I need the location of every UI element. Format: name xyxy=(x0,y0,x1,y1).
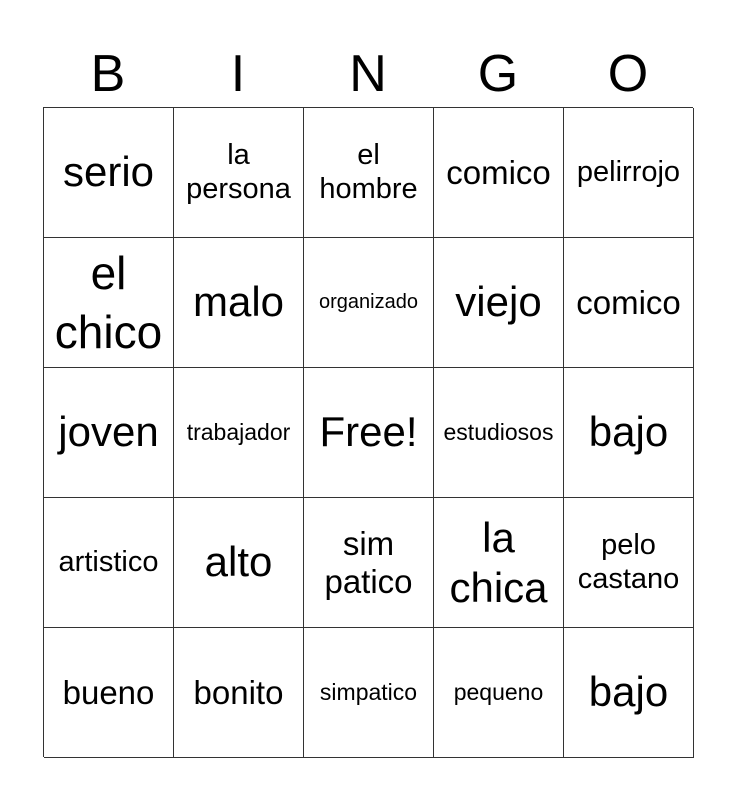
bingo-cell[interactable] xyxy=(44,628,174,758)
cell-text: simpatico xyxy=(319,679,418,706)
bingo-cell[interactable] xyxy=(564,238,694,368)
bingo-cell[interactable] xyxy=(434,368,564,498)
header-letter-n: N xyxy=(349,45,387,103)
bingo-cell[interactable] xyxy=(174,498,304,628)
header-letter-i: I xyxy=(230,45,246,103)
bingo-cell[interactable] xyxy=(44,108,174,238)
header-letter-g: G xyxy=(477,45,519,103)
cell-text: pelirrojo xyxy=(576,155,681,188)
cell-text: malo xyxy=(192,278,285,326)
cell-text: el chico xyxy=(54,246,163,358)
cell-text: artistico xyxy=(58,545,159,578)
bingo-cell[interactable] xyxy=(44,368,174,498)
bingo-header xyxy=(43,40,693,108)
bingo-cell[interactable] xyxy=(44,238,174,368)
bingo-cell[interactable] xyxy=(304,498,434,628)
cell-text: joven xyxy=(58,408,159,456)
cell-text: el hombre xyxy=(319,139,418,205)
cell-text: trabajador xyxy=(186,419,291,446)
header-letter-o: O xyxy=(607,45,649,103)
cell-text: pequeno xyxy=(453,679,544,706)
cell-text: la persona xyxy=(186,139,291,205)
bingo-cell[interactable] xyxy=(434,108,564,238)
bingo-cell[interactable] xyxy=(304,628,434,758)
cell-text: pelo castano xyxy=(577,529,680,595)
bingo-cell[interactable] xyxy=(564,108,694,238)
cell-text: alto xyxy=(204,538,273,586)
cell-text: bueno xyxy=(62,673,155,711)
bingo-cell[interactable] xyxy=(434,628,564,758)
bingo-cell[interactable] xyxy=(304,238,434,368)
bingo-cell[interactable] xyxy=(174,108,304,238)
bingo-cell[interactable] xyxy=(434,498,564,628)
cell-text: bonito xyxy=(193,673,284,711)
bingo-cell[interactable] xyxy=(174,368,304,498)
bingo-cell[interactable] xyxy=(564,628,694,758)
free-space-text: Free! xyxy=(319,408,418,456)
bingo-board xyxy=(43,107,693,757)
header-letter-b: B xyxy=(90,45,126,103)
cell-text: comico xyxy=(446,153,551,191)
cell-text: comico xyxy=(576,283,681,321)
bingo-cell[interactable] xyxy=(174,238,304,368)
bingo-cell[interactable] xyxy=(564,368,694,498)
bingo-cell[interactable] xyxy=(434,238,564,368)
cell-text: estudiosos xyxy=(443,419,554,446)
cell-text: la chica xyxy=(449,513,548,611)
cell-text: serio xyxy=(62,148,155,196)
cell-text: bajo xyxy=(588,668,669,716)
cell-text: bajo xyxy=(588,408,669,456)
free-space-cell[interactable] xyxy=(304,368,434,498)
bingo-cell[interactable] xyxy=(304,108,434,238)
cell-text: sim patico xyxy=(324,524,413,600)
cell-text: organizado xyxy=(319,291,418,313)
bingo-cell[interactable] xyxy=(564,498,694,628)
cell-text: viejo xyxy=(455,278,542,326)
bingo-cell[interactable] xyxy=(174,628,304,758)
bingo-cell[interactable] xyxy=(44,498,174,628)
